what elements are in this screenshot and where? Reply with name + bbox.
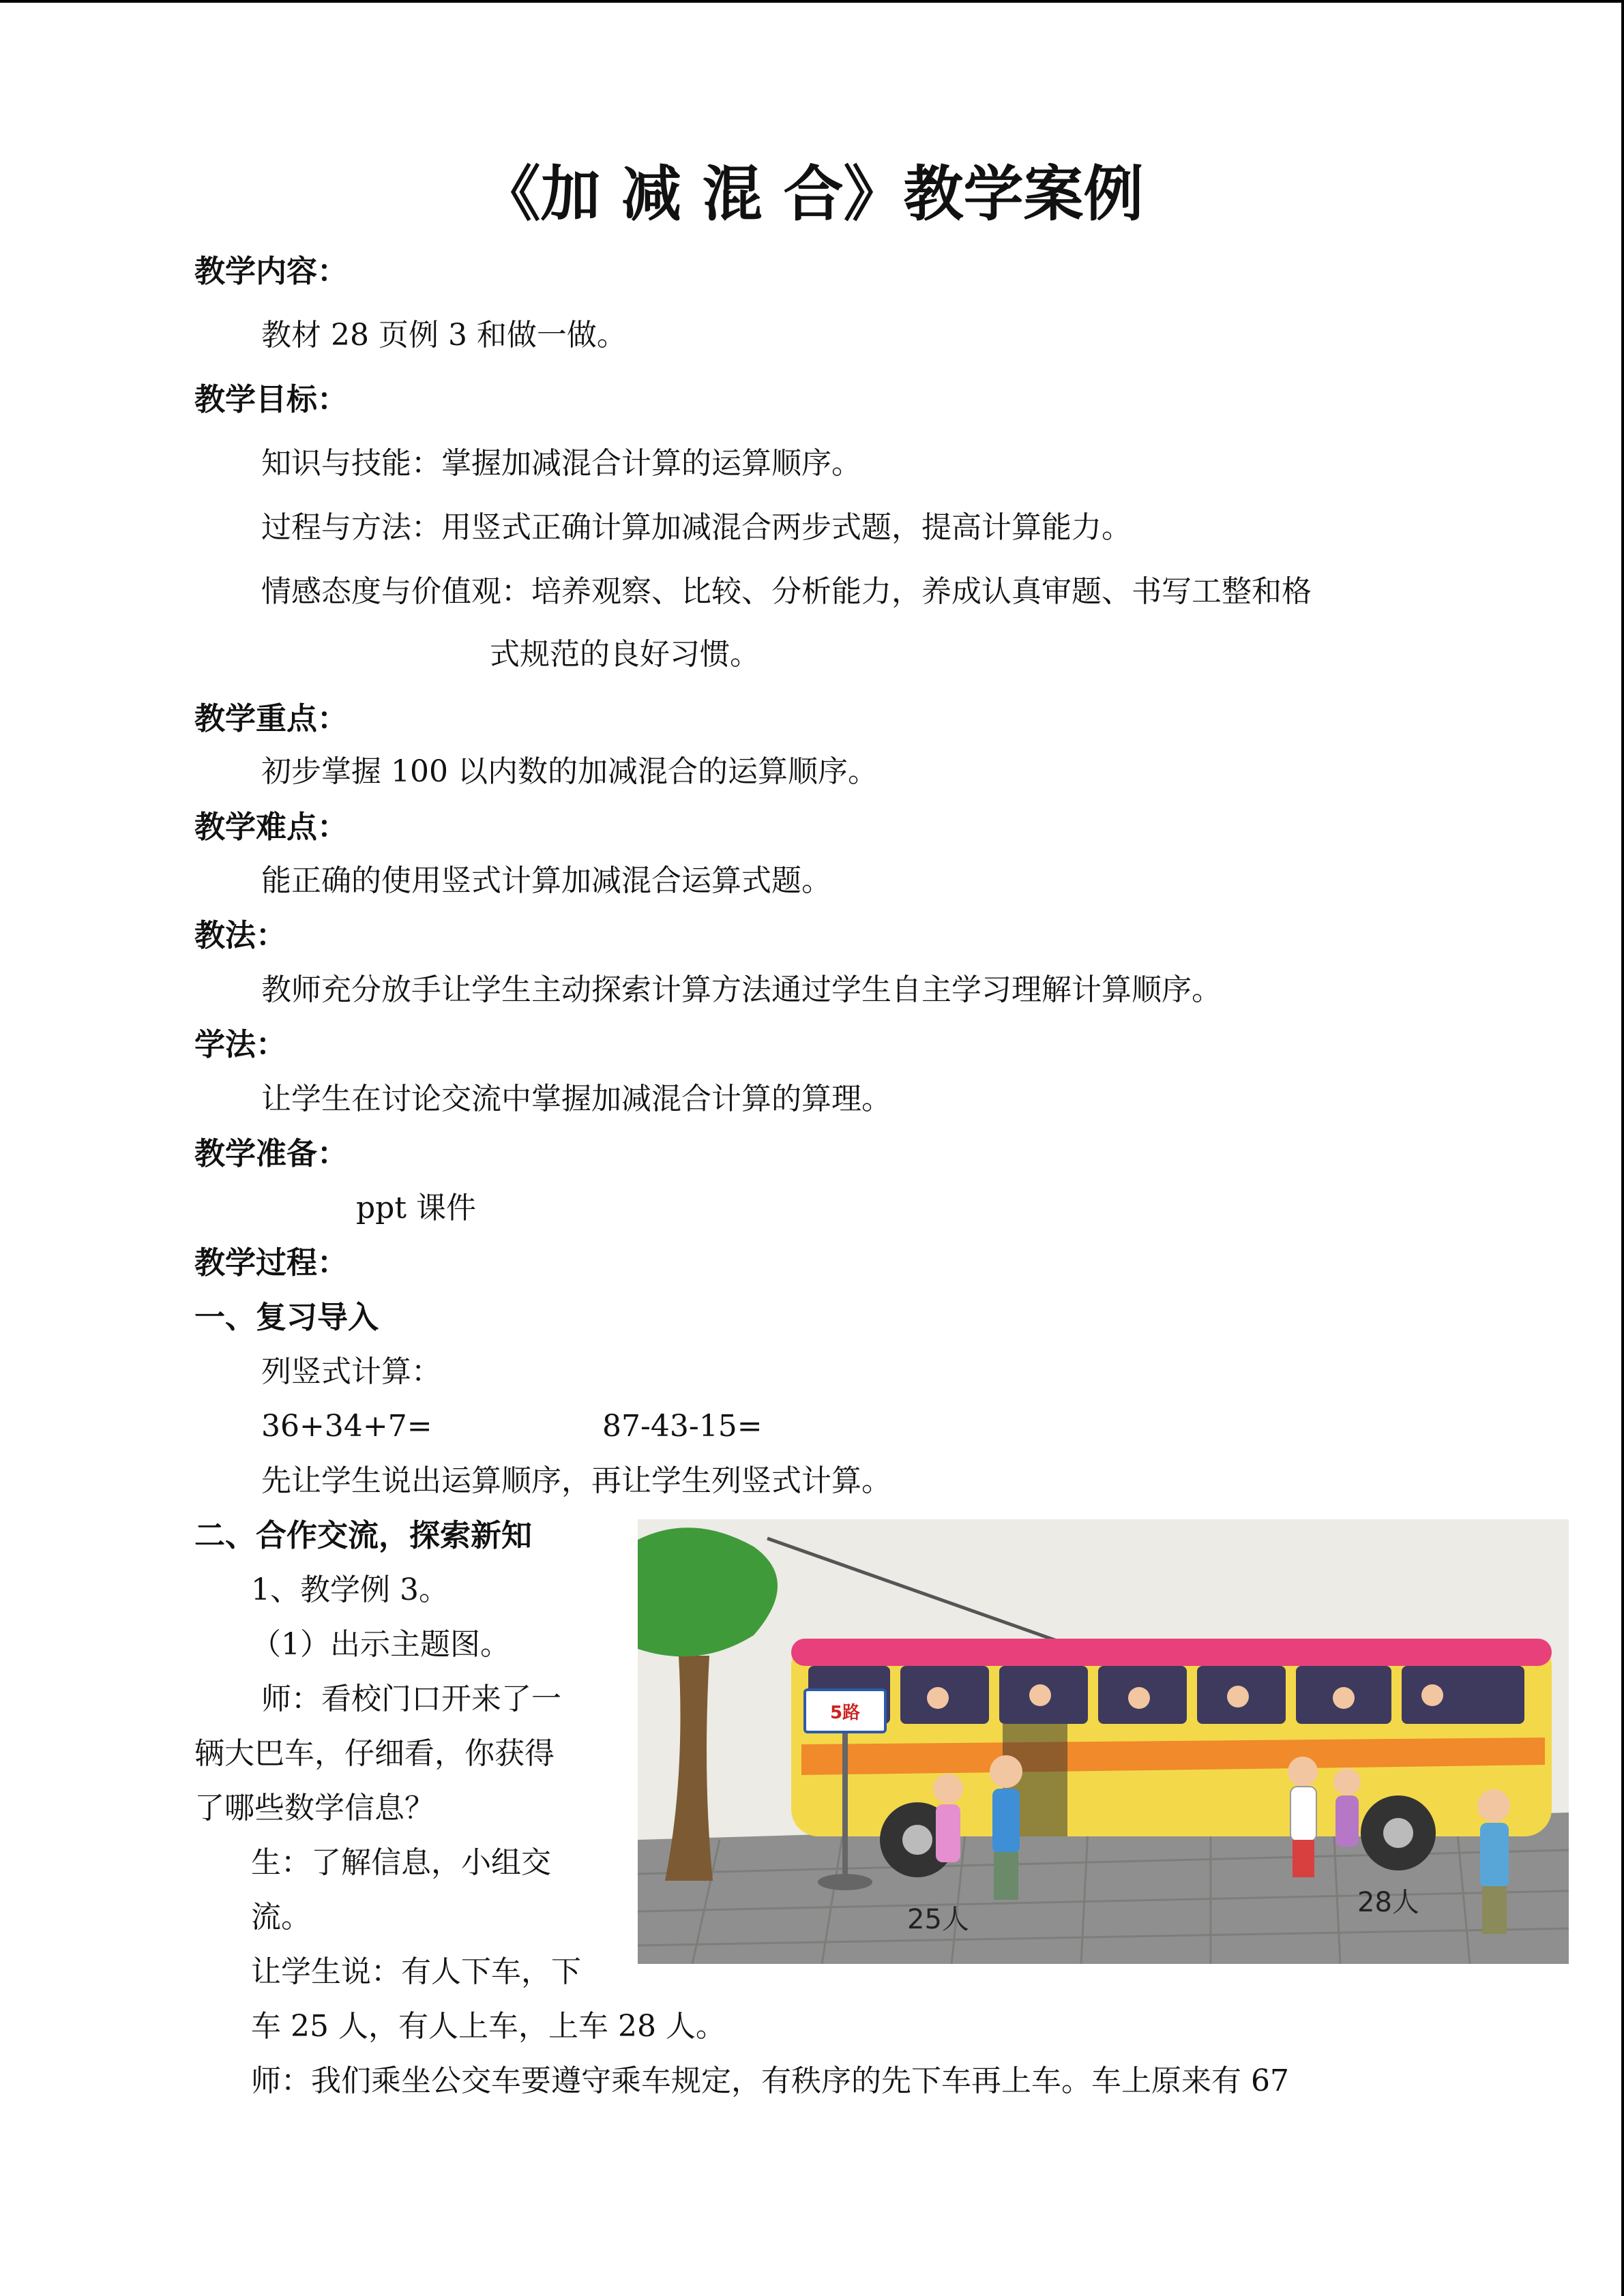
part1-heading: 一、复习导入 [194, 1299, 379, 1335]
learning-method-heading: 学法： [194, 1026, 287, 1062]
student-say-line1: 让学生说：有人下车，下 [251, 1954, 581, 1989]
student-line1: 生：了解信息，小组交 [251, 1845, 551, 1880]
getting-on-count-label: 28人 [1357, 1887, 1419, 1918]
part2-item1: 1、教学例 3。 [251, 1572, 449, 1607]
learning-method-text: 让学生在讨论交流中掌握加减混合计算的算理。 [261, 1082, 891, 1116]
difficulty-heading: 教学难点： [194, 809, 349, 845]
goal-process: 过程与方法：用竖式正确计算加减混合两步式题，提高计算能力。 [261, 510, 1132, 545]
part2-heading: 二、合作交流，探索新知 [194, 1517, 533, 1553]
teaching-method-text: 教师充分放手让学生主动探索计算方法通过学生自主学习理解计算顺序。 [261, 972, 1222, 1007]
teacher-question-line1: 师：看校门口开来了一 [261, 1682, 561, 1716]
part1-line1: 列竖式计算： [261, 1354, 441, 1389]
key-heading: 教学重点： [194, 700, 349, 736]
prep-text: ppt 课件 [356, 1191, 476, 1225]
content-text: 教材 28 页例 3 和做一做。 [261, 318, 627, 353]
teacher-last-line: 师：我们乘坐公交车要遵守乘车规定，有秩序的先下车再上车。车上原来有 67 [251, 2063, 1289, 2098]
rear-wheel-hub [1383, 1818, 1413, 1848]
goal-emotion-line2: 式规范的良好习惯。 [490, 637, 760, 672]
bus-stop-sign-label: 5路 [829, 1703, 861, 1723]
goal-knowledge: 知识与技能：掌握加减混合计算的运算顺序。 [261, 446, 861, 481]
student-line2: 流。 [251, 1900, 311, 1935]
part2-item2: （1）出示主题图。 [251, 1627, 510, 1662]
content-heading: 教学内容： [194, 253, 349, 289]
student-say-line2: 车 25 人，有人上车，上车 28 人。 [251, 2009, 726, 2044]
part1-line3: 先让学生说出运算顺序，再让学生列竖式计算。 [261, 1463, 891, 1498]
goal-emotion-line1: 情感态度与价值观：培养观察、比较、分析能力，养成认真审题、书写工整和格 [261, 574, 1312, 609]
part1-expression-2: 87-43-15= [602, 1409, 763, 1444]
bus-roof-stripe [791, 1639, 1552, 1666]
bus-stop-base [818, 1874, 872, 1890]
bus-stop-illustration [638, 1519, 1569, 1964]
difficulty-text: 能正确的使用竖式计算加减混合运算式题。 [261, 863, 831, 898]
teacher-question-line2: 辆大巴车，仔细看，你获得 [194, 1736, 555, 1771]
goals-heading: 教学目标： [194, 381, 349, 417]
process-heading: 教学过程： [194, 1244, 349, 1281]
part1-expression-1: 36+34+7= [261, 1409, 432, 1444]
teaching-method-heading: 教法： [194, 917, 287, 953]
bus-windows [808, 1666, 1524, 1724]
document-title: 《加 减 混 合》教学案例 [480, 159, 1144, 229]
front-wheel-hub [902, 1825, 932, 1855]
prep-heading: 教学准备： [194, 1135, 349, 1172]
getting-off-count-label: 25人 [907, 1904, 969, 1935]
key-text: 初步掌握 100 以内数的加减混合的运算顺序。 [261, 754, 878, 789]
teacher-question-line3: 了哪些数学信息？ [194, 1791, 434, 1825]
